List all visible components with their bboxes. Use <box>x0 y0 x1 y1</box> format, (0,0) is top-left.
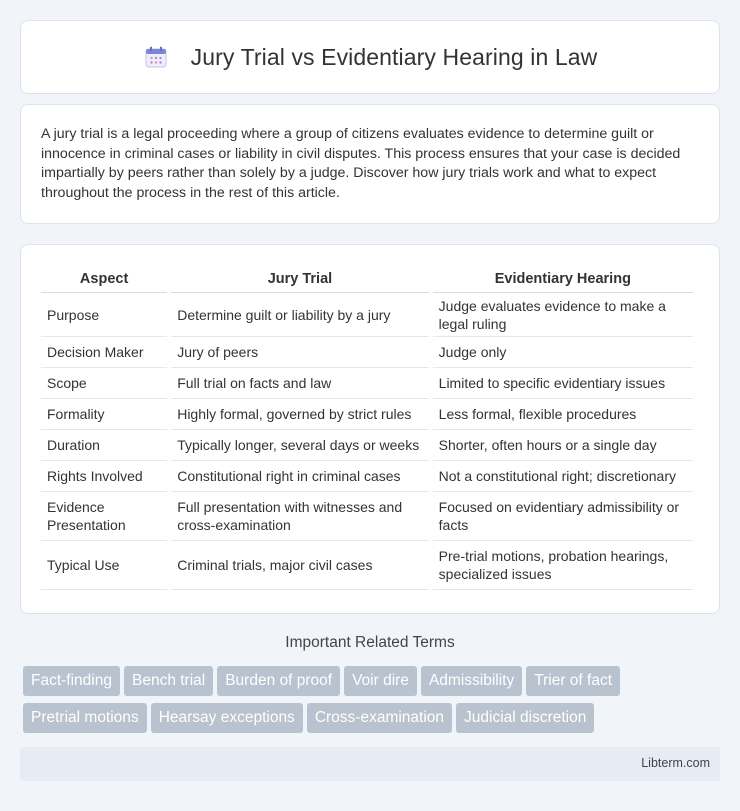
row-evidentiary-hearing: Not a constitutional right; discretionary <box>433 461 693 492</box>
row-jury-trial: Jury of peers <box>171 337 428 368</box>
footer <box>20 747 720 781</box>
table-row <box>41 461 693 492</box>
tag-hearsay-exceptions[interactable]: Hearsay exceptions <box>151 703 303 733</box>
tag-pretrial-motions[interactable]: Pretrial motions <box>23 703 147 733</box>
row-aspect: Typical Use <box>41 541 167 590</box>
row-jury-trial: Criminal trials, major civil cases <box>171 541 428 590</box>
tag-burden-of-proof[interactable]: Burden of proof <box>217 666 340 696</box>
table-row <box>41 368 693 399</box>
table-row <box>41 541 693 590</box>
row-aspect: Rights Involved <box>41 461 167 492</box>
table-row <box>41 337 693 368</box>
header-aspect: Aspect <box>41 266 167 293</box>
row-aspect: Evidence Presentation <box>41 492 167 541</box>
row-aspect: Formality <box>41 399 167 430</box>
tag-admissibility[interactable]: Admissibility <box>421 666 522 696</box>
intro-card <box>20 104 720 224</box>
row-jury-trial: Full trial on facts and law <box>171 368 428 399</box>
tag-voir-dire[interactable]: Voir dire <box>344 666 417 696</box>
tag-judicial-discretion[interactable]: Judicial discretion <box>456 703 594 733</box>
row-evidentiary-hearing: Focused on evidentiary admissibility or facts <box>433 492 693 541</box>
row-evidentiary-hearing: Limited to specific evidentiary issues <box>433 368 693 399</box>
comparison-card <box>20 244 720 614</box>
header-jury-trial: Jury Trial <box>171 266 428 293</box>
related-terms-tags <box>23 666 723 740</box>
calendar-icon <box>143 44 169 70</box>
table-row <box>41 430 693 461</box>
row-jury-trial: Constitutional right in criminal cases <box>171 461 428 492</box>
row-aspect: Purpose <box>41 293 167 337</box>
tag-fact-finding[interactable]: Fact-finding <box>23 666 120 696</box>
row-aspect: Duration <box>41 430 167 461</box>
table-row <box>41 399 693 430</box>
row-evidentiary-hearing: Shorter, often hours or a single day <box>433 430 693 461</box>
footer-site-link[interactable]: Libterm.com <box>641 756 710 770</box>
header-evidentiary-hearing: Evidentiary Hearing <box>433 266 693 293</box>
related-terms-title: Important Related Terms <box>285 634 455 651</box>
table-row <box>41 293 693 337</box>
tag-trier-of-fact[interactable]: Trier of fact <box>526 666 620 696</box>
comparison-table <box>37 266 697 590</box>
title-card <box>20 20 720 94</box>
row-evidentiary-hearing: Judge evaluates evidence to make a legal ruling <box>433 293 693 337</box>
row-jury-trial: Typically longer, several days or weeks <box>171 430 428 461</box>
row-evidentiary-hearing: Judge only <box>433 337 693 368</box>
table-row <box>41 492 693 541</box>
row-aspect: Decision Maker <box>41 337 167 368</box>
row-evidentiary-hearing: Less formal, flexible procedures <box>433 399 693 430</box>
row-aspect: Scope <box>41 368 167 399</box>
table-header-row <box>41 266 693 293</box>
tag-bench-trial[interactable]: Bench trial <box>124 666 213 696</box>
page-title: Jury Trial vs Evidentiary Hearing in Law <box>190 43 598 70</box>
row-evidentiary-hearing: Pre-trial motions, probation hearings, specialized issues <box>433 541 693 590</box>
row-jury-trial: Highly formal, governed by strict rules <box>171 399 428 430</box>
row-jury-trial: Full presentation with witnesses and cross-examination <box>171 492 428 541</box>
tag-cross-examination[interactable]: Cross-examination <box>307 703 452 733</box>
intro-text: A jury trial is a legal proceeding where a group of citizens evaluates evidence to determine guilt or innocence in criminal cases or liability in civil disputes. This process ensures that your case is decided impartially by peers rather than solely by a judge. Discover how jury trials work and what to expect throughout the process in the rest of this article. <box>41 126 681 201</box>
row-jury-trial: Determine guilt or liability by a jury <box>171 293 428 337</box>
